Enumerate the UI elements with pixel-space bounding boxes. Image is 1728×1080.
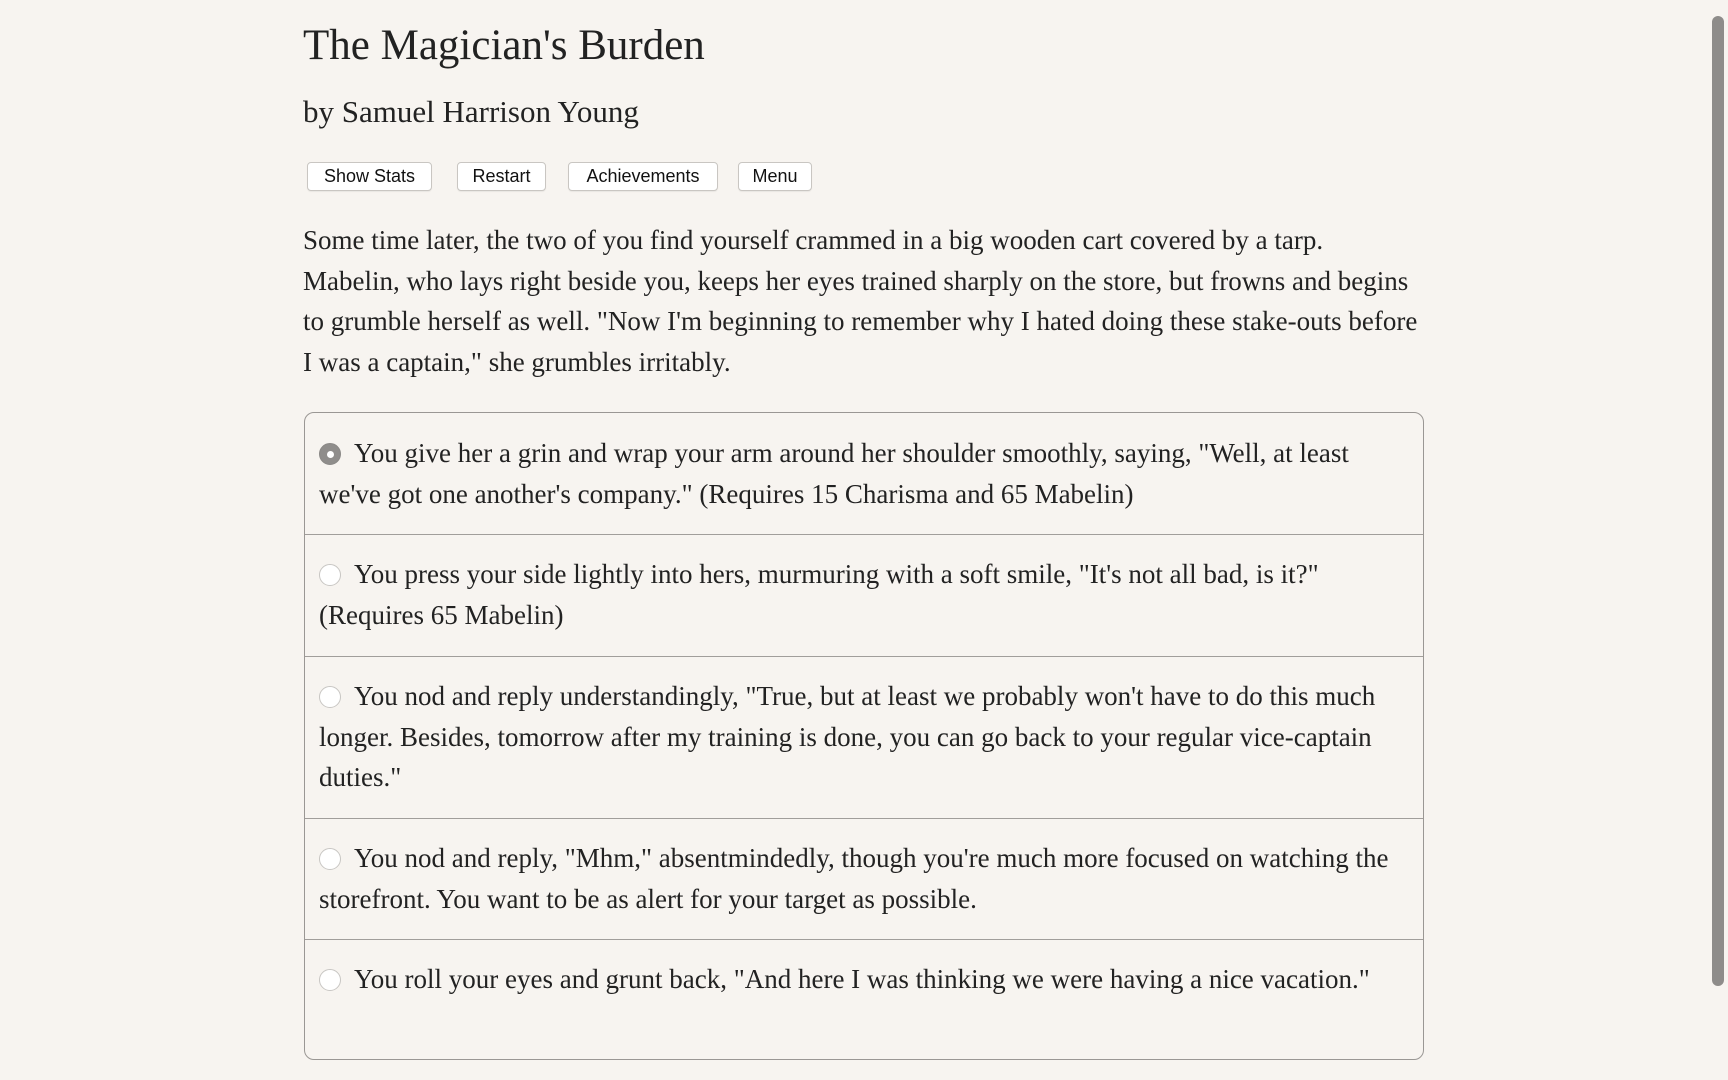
game-title: The Magician's Burden <box>303 22 705 69</box>
choice-option-4[interactable] <box>305 838 1423 919</box>
choice-option-2[interactable] <box>305 554 1423 635</box>
choice-option-text: You press your side lightly into hers, murmuring with a soft smile, "It's not all bad, is it?" (Requires 65 Mabelin) <box>319 559 1319 630</box>
radio-selected-icon[interactable] <box>319 443 341 465</box>
choice-divider <box>305 939 1423 940</box>
choice-option-text: You nod and reply understandingly, "True, but at least we probably won't have to do this much longer. Besides, tomorrow after my training is done, you can go back to your regular vice-captain duties." <box>319 681 1376 792</box>
choice-option-text: You roll your eyes and grunt back, "And here I was thinking we were having a nice vacation." <box>354 964 1370 994</box>
achievements-button[interactable]: Achievements <box>568 162 718 191</box>
menu-button[interactable]: Menu <box>738 162 812 191</box>
radio-unselected-icon[interactable] <box>319 686 341 708</box>
restart-button[interactable]: Restart <box>457 162 546 191</box>
choice-list <box>304 412 1424 1060</box>
choice-option-5[interactable] <box>305 959 1423 1000</box>
radio-unselected-icon[interactable] <box>319 969 341 991</box>
game-author: by Samuel Harrison Young <box>303 94 639 129</box>
choice-option-3[interactable] <box>305 676 1423 798</box>
radio-unselected-icon[interactable] <box>319 848 341 870</box>
choice-option-text: You nod and reply, "Mhm," absentmindedly, though you're much more focused on watching the storefront. You want to be as alert for your target as possible. <box>319 843 1389 914</box>
choice-divider <box>305 534 1423 535</box>
choice-option-1[interactable] <box>305 433 1423 514</box>
choice-option-text: You give her a grin and wrap your arm around her shoulder smoothly, saying, "Well, at least we've got one another's company." (Requires 15 Charisma and 65 Mabelin) <box>319 438 1349 509</box>
scrollbar-thumb[interactable] <box>1712 16 1724 986</box>
story-paragraph: Some time later, the two of you find yourself crammed in a big wooden cart covered by a tarp. Mabelin, who lays right beside you, keeps her eyes trained sharply on the store, but frowns and begins to grumble herself as well. "Now I'm beginning to remember why I hated doing these stake-outs before I was a captain," she grumbles irritably. <box>303 225 1418 377</box>
choice-divider <box>305 818 1423 819</box>
show-stats-button[interactable]: Show Stats <box>307 162 432 191</box>
radio-unselected-icon[interactable] <box>319 564 341 586</box>
vertical-scrollbar[interactable] <box>1706 0 1728 1080</box>
choice-divider <box>305 656 1423 657</box>
